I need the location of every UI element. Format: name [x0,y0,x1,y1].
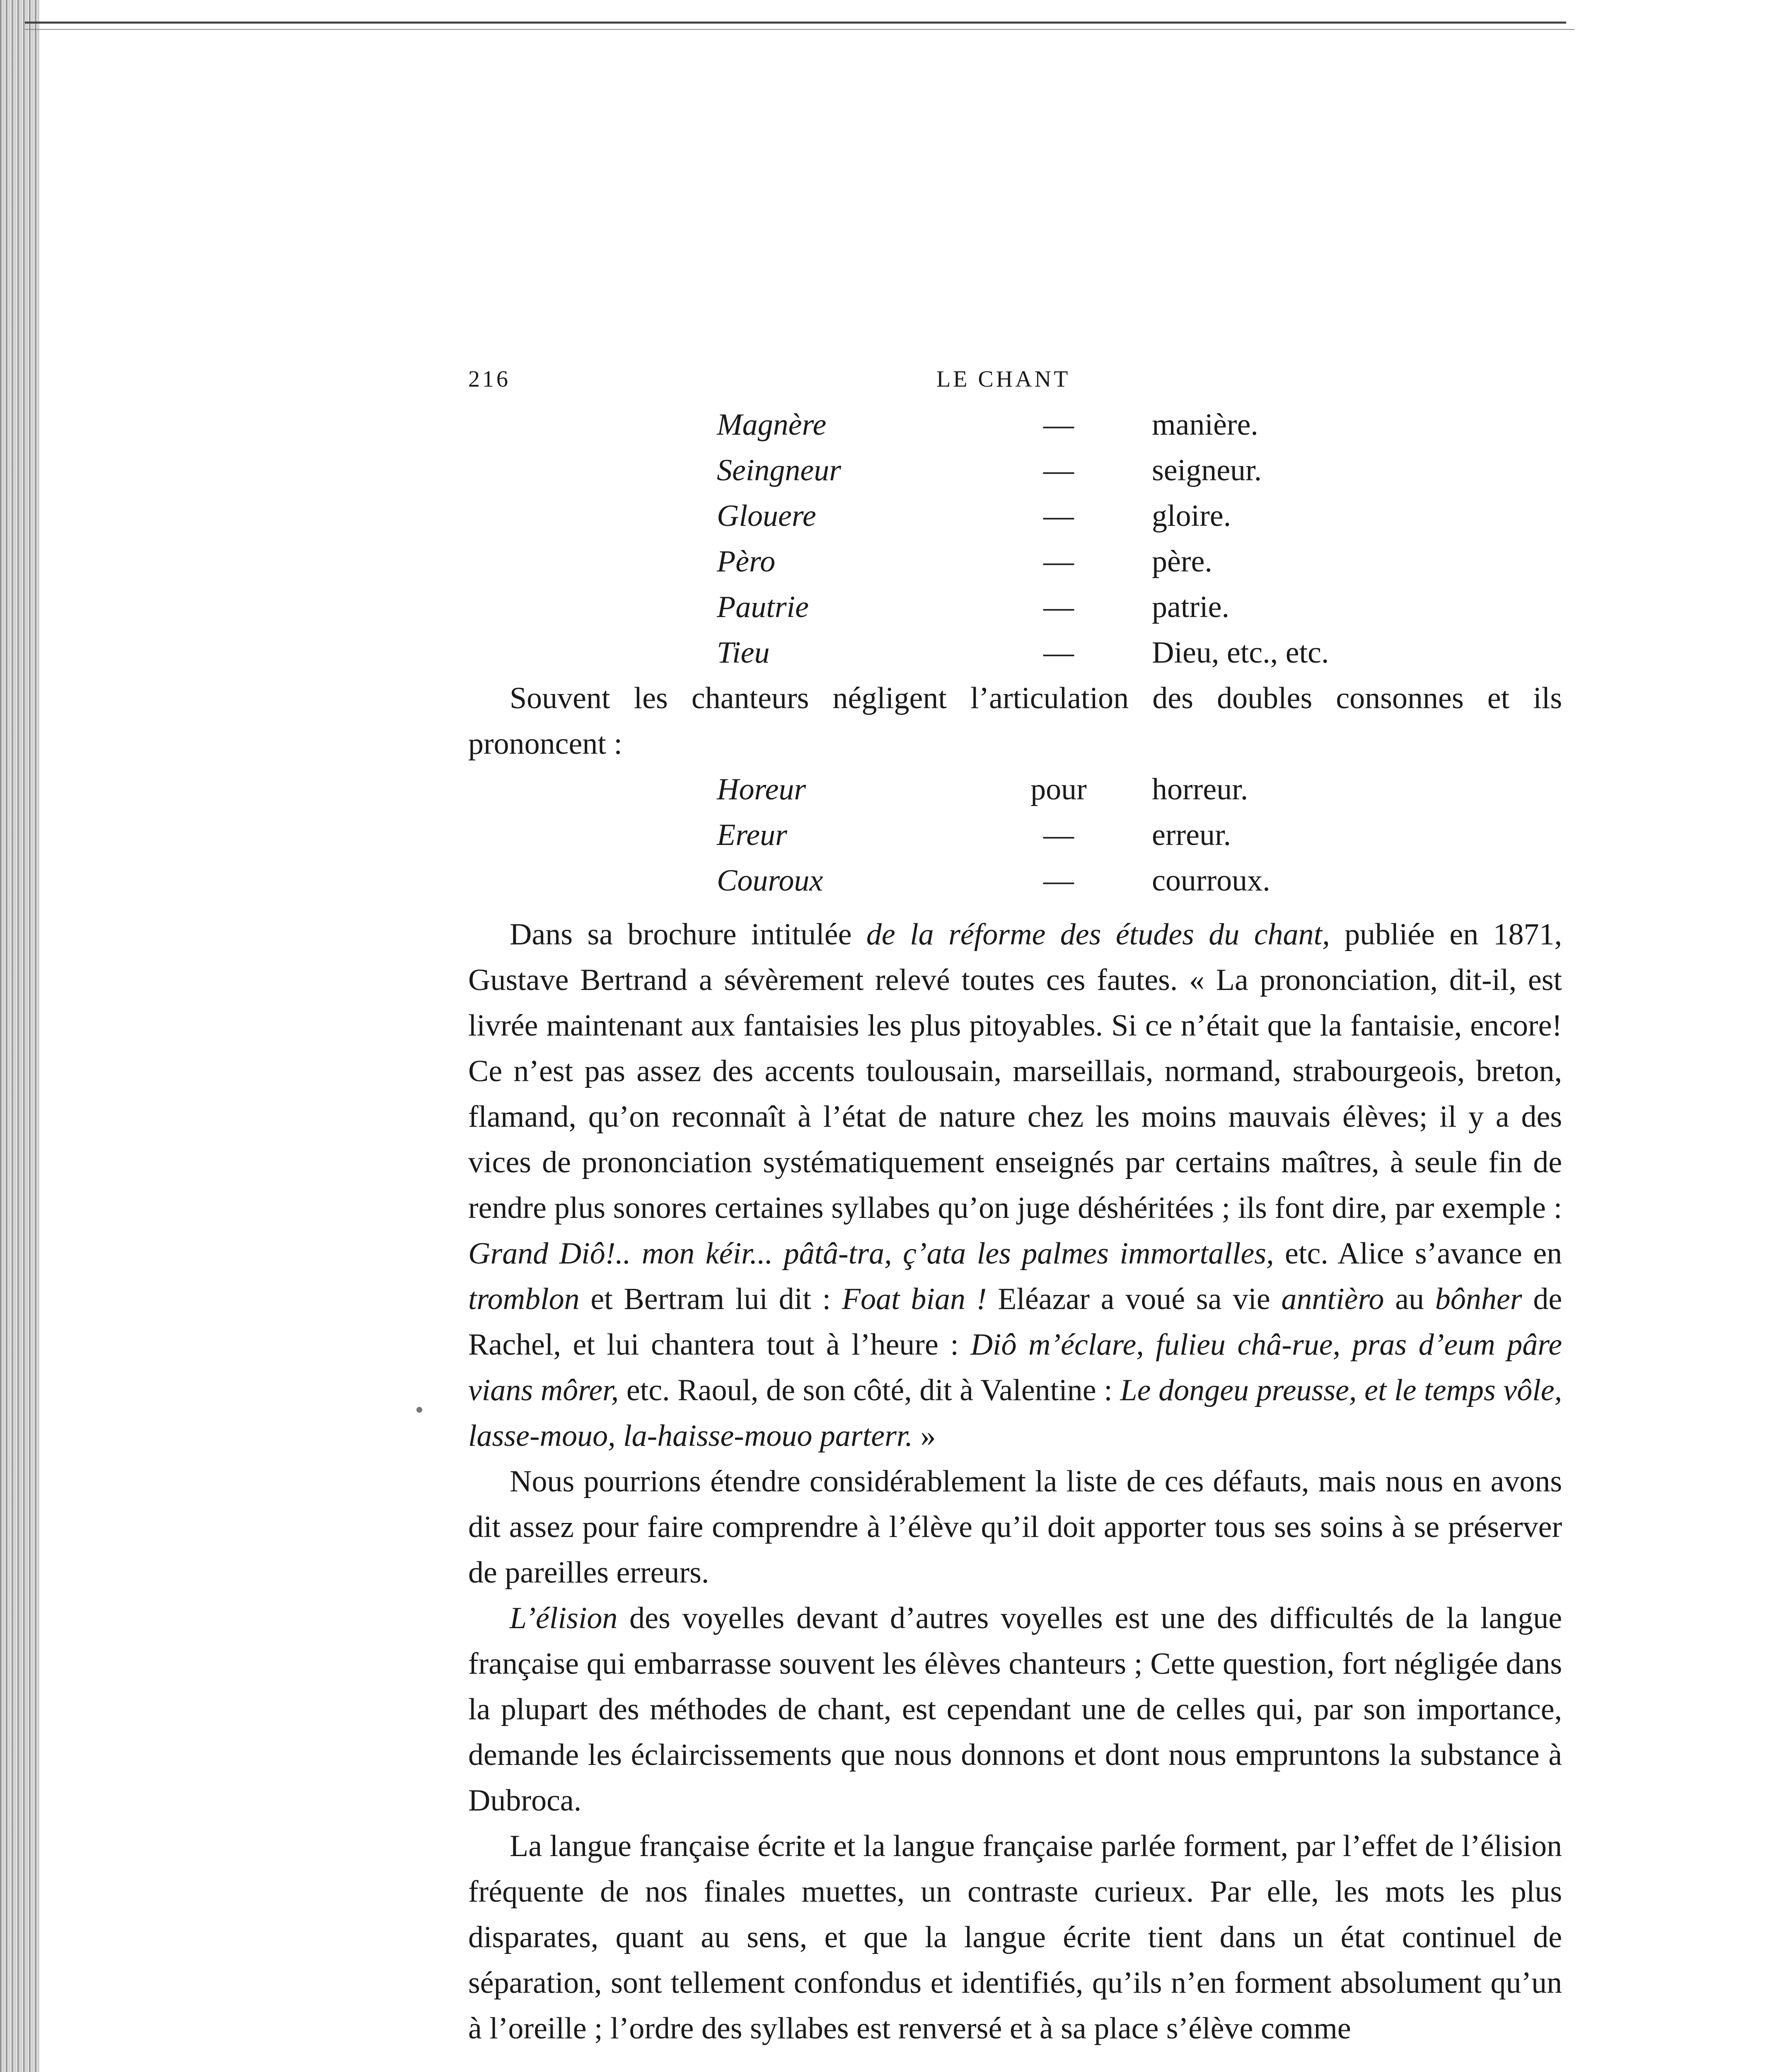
list-separator: — [1043,545,1074,579]
list-term: Horeur [717,772,806,806]
scan-binding-edge [0,0,39,2072]
list-item [717,767,1483,812]
scan-top-edge [25,22,1566,24]
running-title: LE CHANT [936,366,1071,392]
list-separator: — [1043,408,1074,442]
list-term: Tieu [717,636,770,670]
list-separator: — [1043,453,1074,487]
example-phrase: Grand Diô!.. mon kéir... pâtâ-tra, ç’ata les palmes immortalles, [468,1237,1274,1271]
list-term: Pèro [717,545,776,579]
list-item [717,448,1483,493]
list-gloss: horreur. [1152,772,1248,806]
list-term: Ereur [717,818,787,852]
list-gloss: gloire. [1152,499,1231,533]
scan-speck [416,1407,422,1413]
list-term: Pautrie [717,590,809,624]
list-item [717,402,1483,448]
list-gloss: manière. [1152,408,1258,442]
list-gloss: seigneur. [1152,453,1262,487]
list-separator: — [1043,818,1074,852]
list-separator: — [1043,864,1074,898]
list-item [717,630,1483,675]
list-gloss: Dieu, etc., etc. [1152,636,1329,670]
paragraph-double-consonants: Souvent les chanteurs négligent l’articulation des doubles consonnes et ils prononcent : [468,681,1562,761]
double-consonant-list [717,767,1483,903]
scan-top-edge-secondary [25,29,1575,30]
text-run: etc. Alice s’avance en [1284,1237,1562,1271]
list-item [717,493,1483,539]
text-run: Eléazar a voué sa vie [998,1282,1270,1316]
example-phrase: Le dongeu preusse, et le temps vôle, lasse-mouo, la-haisse-mouo parterr. [468,1373,1562,1453]
paragraph-elision [468,1595,1562,1823]
page-number: 216 [468,366,510,392]
list-gloss: erreur. [1152,818,1231,852]
list-separator: — [1043,636,1074,670]
text-run: Dans sa brochure intitulée [510,917,852,951]
text-run: etc. Raoul, de son côté, dit à Valentine : [626,1373,1113,1407]
list-separator: pour [1030,772,1087,806]
text-run: au [1395,1282,1425,1316]
example-phrase: anntièro [1281,1282,1384,1316]
list-gloss: courroux. [1152,864,1270,898]
text-run: » [920,1419,936,1453]
term-elision: L’élision [510,1601,618,1635]
list-item [717,812,1483,858]
list-separator: — [1043,499,1074,533]
book-page [468,356,1562,2051]
work-title: de la réforme des études du chant, [866,917,1330,951]
list-separator: — [1043,590,1074,624]
list-term: Couroux [717,864,823,898]
example-phrase: bônher [1435,1282,1522,1316]
example-phrase: Foat bian ! [842,1282,987,1316]
list-term: Seingneur [717,453,842,487]
text-run: et Bertram lui dit : [590,1282,831,1316]
example-phrase: Diô m’éclare, fulieu châ-rue, pras d’eum pâre vians môrer, [468,1328,1562,1407]
mispronunciation-list [717,402,1483,675]
text-run: de Rachel, et lui chantera tout à l’heure : [468,1282,1562,1362]
text-run: publiée en 1871, Gustave Bertrand a sévèrement relevé toutes ces fautes. « La prononciation, dit-il, est livrée maintenant aux fantaisies les plus pitoyables. Si ce n’était que la fantaisie, encore! Ce n’est pas assez des accents toulousain, marseillais, normand, strabourgeois, breton, flamand, qu’on reconnaît à l’état de nature chez les moins mauvais élèves; il y a des vices de prononciation systématiquement enseignés par certains maîtres, à seule fin de rendre plus sonores certaines syllabes qu’on juge déshéritées ; ils font dire, par exemple : [468,917,1562,1225]
list-item [717,539,1483,584]
list-item [717,858,1483,903]
list-gloss: père. [1152,545,1212,579]
text-run: des voyelles devant d’autres voyelles est une des difficultés de la langue française qui embarrasse souvent les élèves chanteurs ; Cette question, fort négligée dans la plupart des méthodes de chant, est cependant une de celles qui, par son importance, demande les éclaircissements que nous donnons et dont nous empruntons la substance à Dubroca. [468,1601,1562,1818]
list-term: Magnère [717,408,827,442]
paragraph-defects: Nous pourrions étendre considérablement la liste de ces défauts, mais nous en avons dit assez pour faire comprendre à l’élève qu’il doit apporter tous ses soins à se préserver de pareilles erreurs. [468,1464,1562,1590]
example-phrase: tromblon [468,1282,580,1316]
list-gloss: patrie. [1152,590,1229,624]
list-term: Glouere [717,499,816,533]
paragraph-brochure [468,912,1562,1459]
running-head [468,356,1562,402]
list-item [717,584,1483,630]
paragraph-written-spoken: La langue française écrite et la langue française parlée forment, par l’effet de l’élision fréquente de nos finales muettes, un contraste curieux. Par elle, les mots les plus disparates, quant au sens, et que la langue écrite tient dans un état continuel de séparation, sont tellement confondus et identifiés, qu’ils n’en forment absolument qu’un à l’oreille ; l’ordre des syllabes est renversé et à sa place s’élève comme [468,1829,1562,2045]
